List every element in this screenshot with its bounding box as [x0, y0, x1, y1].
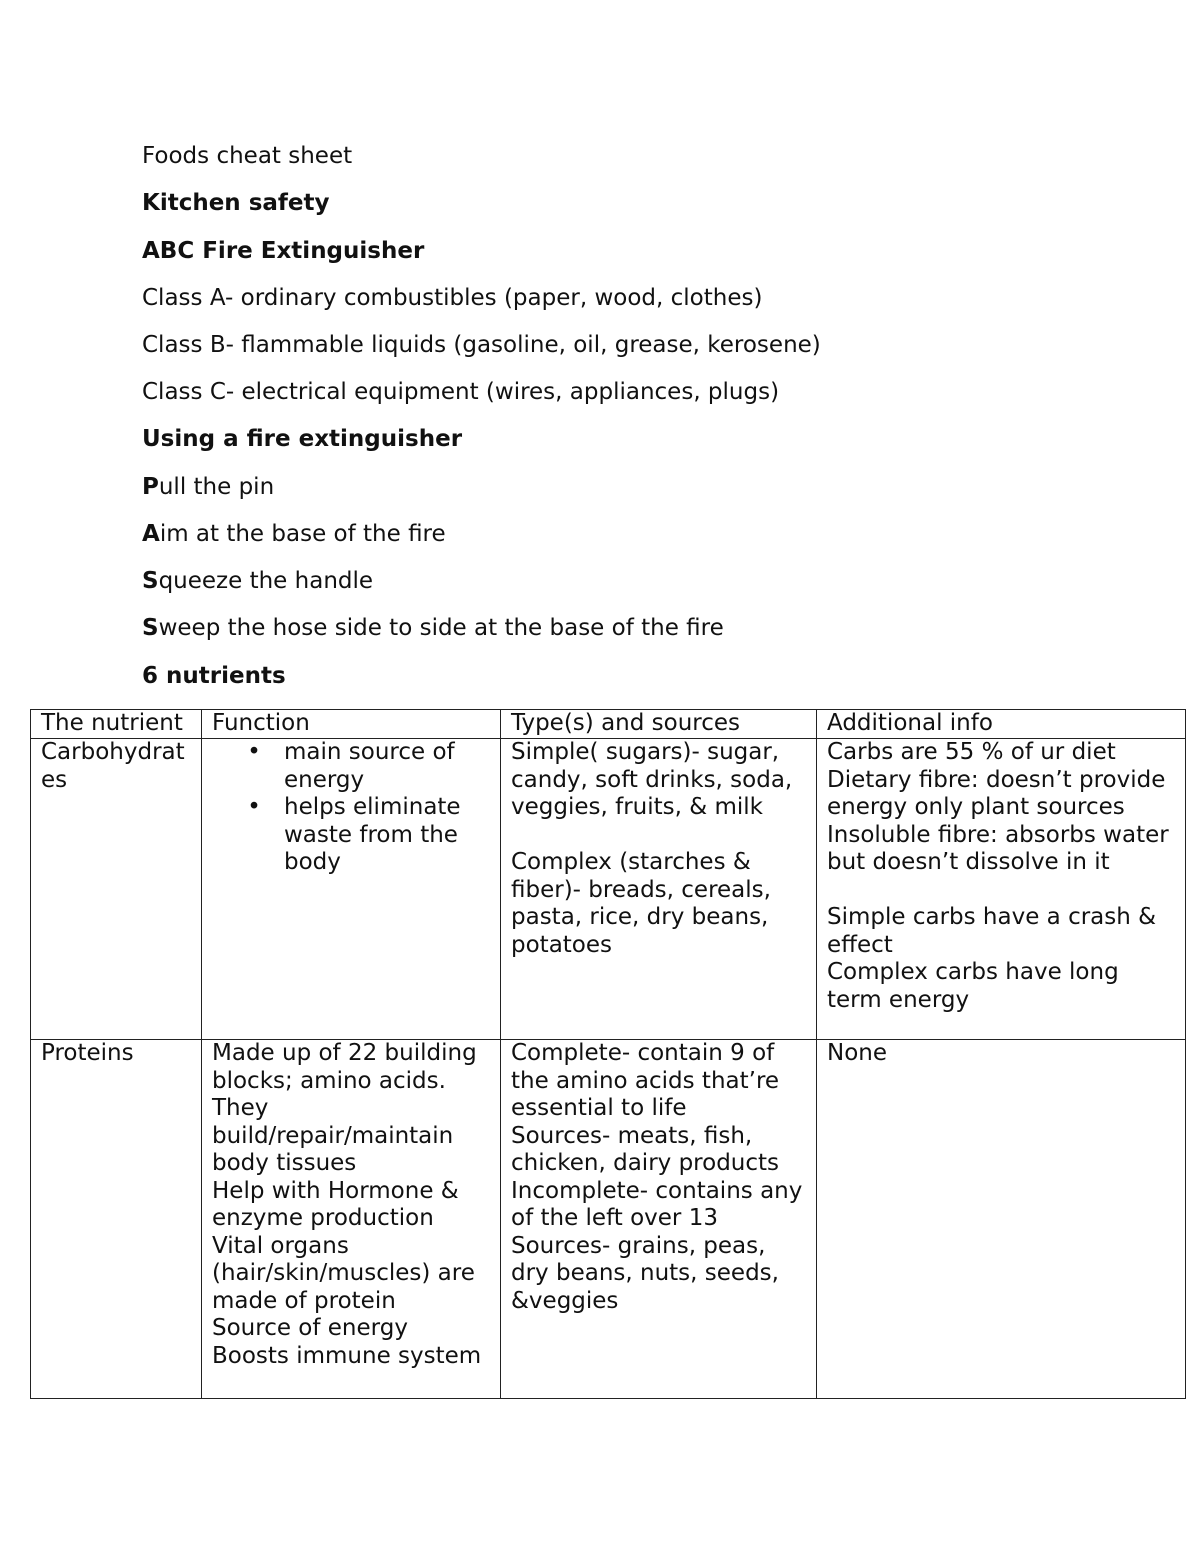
pass-text: im at the base of the fire	[159, 521, 446, 547]
types-line: Sources- meats, fish, chicken, dairy products	[511, 1122, 780, 1176]
header-cell: Additional info	[817, 710, 1186, 739]
info-line: None	[827, 1040, 888, 1066]
blank-line	[827, 877, 1175, 905]
function-cell	[202, 739, 501, 1040]
kitchen-safety-heading: Kitchen safety	[142, 190, 330, 216]
pass-text: queeze the handle	[158, 568, 374, 594]
nutrients-heading: 6 nutrients	[142, 663, 286, 689]
header-cell: The nutrient	[31, 710, 202, 739]
document-title: Foods cheat sheet	[142, 143, 353, 169]
class-b-line: Class B- flammable liquids (gasoline, oil, grease, kerosene)	[142, 332, 821, 358]
function-line: Help with Hormone & enzyme production	[212, 1177, 459, 1231]
function-bullet-list	[212, 739, 490, 877]
nutrient-name: Proteins	[41, 1040, 134, 1066]
pass-step-squeeze	[142, 567, 373, 595]
types-line: Sources- grains, peas, dry beans, nuts, seeds, &veggies	[511, 1232, 779, 1314]
list-item	[247, 794, 490, 877]
bullet-text: helps eliminate waste from the body	[284, 794, 461, 875]
function-line: Made up of 22 building blocks; amino acids. They build/repair/maintain body tissues	[212, 1040, 477, 1176]
info-cell	[817, 739, 1186, 1040]
pass-initial: S	[142, 568, 159, 594]
nutrient-name: Carbohydrat	[41, 739, 185, 765]
pass-step-aim	[142, 520, 446, 548]
list-item	[247, 739, 490, 794]
blank-line	[511, 822, 806, 850]
class-c-line: Class C- electrical equipment (wires, appliances, plugs)	[142, 379, 780, 405]
types-simple: Simple( sugars)- sugar, candy, soft drinks, soda, veggies, fruits, & milk	[511, 739, 793, 820]
function-line: Boosts immune system	[212, 1342, 482, 1369]
info-line: Complex carbs have long term energy	[827, 959, 1119, 1013]
abc-extinguisher-heading: ABC Fire Extinguisher	[142, 238, 425, 264]
using-extinguisher-heading: Using a fire extinguisher	[142, 426, 463, 452]
types-line: Complete- contain 9 of the amino acids that’re essential to life	[511, 1040, 780, 1121]
header-cell: Function	[202, 710, 501, 739]
types-cell	[501, 739, 817, 1040]
nutrient-name: es	[41, 766, 68, 793]
function-line: Vital organs (hair/skin/muscles) are made of protein	[212, 1232, 475, 1314]
function-line: Source of energy	[212, 1315, 408, 1341]
pass-step-pull	[142, 473, 274, 501]
function-cell	[202, 1040, 501, 1399]
class-a-line: Class A- ordinary combustibles (paper, wood, clothes)	[142, 285, 763, 311]
pass-text: weep the hose side to side at the base of the fire	[158, 615, 724, 641]
pass-initial: S	[142, 615, 159, 641]
bullet-icon: •	[247, 794, 261, 820]
info-line: Insoluble fibre: absorbs water but doesn’t dissolve in it	[827, 821, 1169, 875]
bullet-icon: •	[247, 739, 261, 765]
header-cell: Type(s) and sources	[501, 710, 817, 739]
bullet-text: main source of energy	[284, 739, 455, 793]
info-line: Dietary fibre: doesn’t provide energy only plant sources	[827, 766, 1166, 820]
pass-step-sweep	[142, 614, 724, 642]
info-line: Carbs are 55 % of ur diet	[827, 739, 1116, 765]
info-cell	[817, 1040, 1186, 1399]
table-row-carbohydrates	[31, 739, 1186, 1040]
types-line: Incomplete- contains any of the left over 13	[511, 1177, 803, 1231]
info-line: Simple carbs have a crash & effect	[827, 904, 1157, 958]
pass-initial: A	[142, 521, 160, 547]
pass-initial: P	[142, 474, 159, 500]
nutrient-name-cell	[31, 739, 202, 1040]
table-row-proteins	[31, 1040, 1186, 1399]
pass-text: ull the pin	[158, 474, 275, 500]
types-complex: Complex (starches & fiber)- breads, cereals, pasta, rice, dry beans, potatoes	[511, 849, 771, 958]
table-header-row	[31, 710, 1186, 739]
nutrients-table	[30, 709, 1186, 1399]
types-cell	[501, 1040, 817, 1399]
nutrient-name-cell	[31, 1040, 202, 1399]
